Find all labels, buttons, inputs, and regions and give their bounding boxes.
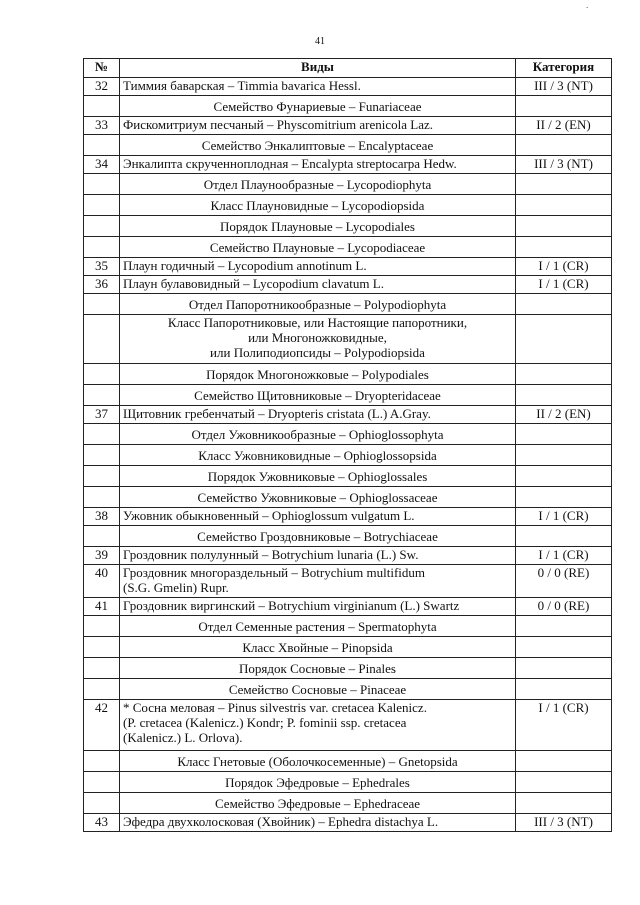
category-cell: 0 / 0 (RE) (516, 565, 612, 598)
name-line: Тиммия баварская – Timmia bavarica Hessl. (123, 78, 361, 93)
species-name (120, 406, 516, 424)
taxon-group-row (84, 237, 612, 258)
row-number: 43 (84, 814, 120, 832)
header-num: № (84, 59, 120, 78)
taxon-group-row (84, 487, 612, 508)
name-line: Отдел Плаунообразные – Lycopodiophyta (203, 176, 432, 192)
category-cell: I / 1 (CR) (516, 700, 612, 751)
row-number (84, 237, 120, 258)
species-row (84, 156, 612, 174)
taxon-group-row (84, 751, 612, 772)
row-number (84, 96, 120, 117)
taxon-group-name (120, 637, 516, 658)
taxon-group-name (120, 237, 516, 258)
row-number (84, 294, 120, 315)
name-line: Семейство Фунариевые – Funariaceae (213, 98, 422, 114)
taxon-group-row (84, 658, 612, 679)
name-line: Плаун булавовидный – Lycopodium clavatum L. (123, 276, 384, 291)
taxon-group-name (120, 364, 516, 385)
table-header-row (84, 59, 612, 78)
category-cell (516, 385, 612, 406)
name-line: Гроздовник многораздельный – Botrychium multifidum (123, 565, 425, 580)
species-row (84, 406, 612, 424)
name-line: Класс Плауновидные – Lycopodiopsida (210, 197, 425, 213)
species-row (84, 117, 612, 135)
name-line: Порядок Многоножковые – Polypodiales (206, 366, 429, 382)
taxon-group-row (84, 772, 612, 793)
species-row (84, 547, 612, 565)
category-cell (516, 751, 612, 772)
name-line: Ужовник обыкновенный – Ophioglossum vulgatum L. (123, 508, 415, 523)
name-line: Порядок Плауновые – Lycopodiales (220, 218, 415, 234)
taxon-group-name (120, 616, 516, 637)
taxon-group-name (120, 679, 516, 700)
name-continuation-line: (P. cretacea (Kalenicz.) Kondr; P. fominii ssp. cretacea (123, 715, 407, 730)
name-continuation-line: (S.G. Gmelin) Rupr. (123, 580, 229, 595)
species-row (84, 814, 612, 832)
category-cell (516, 195, 612, 216)
name-line: Гроздовник полулунный – Botrychium lunaria (L.) Sw. (123, 547, 419, 562)
row-number (84, 385, 120, 406)
category-cell (516, 424, 612, 445)
row-number: 34 (84, 156, 120, 174)
taxon-group-row (84, 466, 612, 487)
name-line: Порядок Ужовниковые – Ophioglossales (207, 468, 428, 484)
category-cell (516, 364, 612, 385)
category-cell: II / 2 (EN) (516, 117, 612, 135)
taxon-group-row (84, 135, 612, 156)
row-number (84, 216, 120, 237)
row-number (84, 679, 120, 700)
name-line: Семейство Гроздовниковые – Botrychiaceae (197, 528, 438, 544)
row-number (84, 195, 120, 216)
row-number: 37 (84, 406, 120, 424)
category-cell: I / 1 (CR) (516, 258, 612, 276)
taxon-group-name (120, 526, 516, 547)
category-cell (516, 526, 612, 547)
taxon-group-name (120, 294, 516, 315)
row-number (84, 487, 120, 508)
taxon-group-name (120, 751, 516, 772)
category-cell (516, 487, 612, 508)
row-number (84, 466, 120, 487)
taxon-group-name (120, 466, 516, 487)
taxon-group-row (84, 216, 612, 237)
taxon-group-name (120, 385, 516, 406)
species-row (84, 78, 612, 96)
page-number: 41 (315, 36, 325, 47)
taxon-group-row (84, 195, 612, 216)
name-line: Эфедра двухколосковая (Хвойник) – Ephedra distachya L. (123, 814, 439, 829)
taxon-group-name (120, 487, 516, 508)
row-number: 41 (84, 598, 120, 616)
name-continuation-line: (Kalenicz.) L. Orlova). (123, 730, 243, 745)
taxon-group-row (84, 364, 612, 385)
name-line: Класс Ужовниковидные – Ophioglossopsida (198, 447, 437, 463)
species-name (120, 565, 516, 598)
name-line: Гроздовник виргинский – Botrychium virginianum (L.) Swartz (123, 598, 460, 613)
row-number: 40 (84, 565, 120, 598)
row-number (84, 174, 120, 195)
category-cell (516, 174, 612, 195)
species-name (120, 276, 516, 294)
category-cell (516, 616, 612, 637)
species-name (120, 78, 516, 96)
taxon-group-name (120, 216, 516, 237)
category-cell: III / 3 (NT) (516, 78, 612, 96)
taxon-group-row (84, 616, 612, 637)
name-line: Семейство Щитовниковые – Dryopteridaceae (194, 387, 441, 403)
row-number: 36 (84, 276, 120, 294)
name-line: * Сосна меловая – Pinus silvestris var. cretacea Kalenicz. (123, 700, 427, 715)
category-cell: III / 3 (NT) (516, 156, 612, 174)
taxon-group-name (120, 658, 516, 679)
category-cell (516, 772, 612, 793)
taxon-group-name (120, 772, 516, 793)
taxon-group-row (84, 445, 612, 466)
taxon-group-row (84, 315, 612, 364)
name-continuation-line: или Многоножковидные, (248, 330, 387, 345)
category-cell (516, 445, 612, 466)
category-cell: I / 1 (CR) (516, 276, 612, 294)
taxon-group-row (84, 96, 612, 117)
species-name (120, 258, 516, 276)
name-line: Отдел Семенные растения – Spermatophyta (198, 618, 437, 634)
name-line: Отдел Ужовникообразные – Ophioglossophyta (191, 426, 444, 442)
header-species: Виды (120, 59, 516, 78)
row-number: 42 (84, 700, 120, 751)
taxon-group-row (84, 679, 612, 700)
taxon-group-name (120, 315, 516, 364)
species-row (84, 258, 612, 276)
species-name (120, 547, 516, 565)
name-line: Семейство Сосновые – Pinaceae (228, 681, 407, 697)
category-cell: III / 3 (NT) (516, 814, 612, 832)
taxon-group-row (84, 385, 612, 406)
row-number (84, 315, 120, 364)
species-name (120, 117, 516, 135)
row-number (84, 637, 120, 658)
row-number (84, 364, 120, 385)
category-cell (516, 135, 612, 156)
taxon-group-name (120, 445, 516, 466)
row-number (84, 424, 120, 445)
row-number (84, 526, 120, 547)
name-line: Отдел Папоротникообразные – Polypodiophyta (188, 296, 447, 312)
taxon-group-name (120, 195, 516, 216)
taxon-group-name (120, 174, 516, 195)
row-number (84, 135, 120, 156)
name-line: Класс Гнетовые (Оболочкосеменные) – Gnetopsida (177, 753, 458, 769)
name-line: Щитовник гребенчатый – Dryopteris cristata (L.) A.Gray. (123, 406, 431, 421)
row-number (84, 445, 120, 466)
taxon-group-name (120, 424, 516, 445)
category-cell: 0 / 0 (RE) (516, 598, 612, 616)
taxon-group-row (84, 174, 612, 195)
row-number: 38 (84, 508, 120, 526)
taxon-group-name (120, 96, 516, 117)
species-name (120, 814, 516, 832)
taxon-group-row (84, 294, 612, 315)
species-row (84, 276, 612, 294)
name-line: Класс Папоротниковые, или Настоящие папоротники, (167, 315, 468, 330)
row-number (84, 793, 120, 814)
name-continuation-line: или Полиподиопсиды – Polypodiopsida (210, 345, 425, 360)
name-line: Семейство Эфедровые – Ephedraceae (214, 795, 421, 811)
species-name (120, 508, 516, 526)
species-name (120, 156, 516, 174)
species-name (120, 598, 516, 616)
row-number (84, 616, 120, 637)
species-name (120, 700, 516, 751)
taxon-group-row (84, 793, 612, 814)
name-line: Плаун годичный – Lycopodium annotinum L. (123, 258, 367, 273)
name-line: Семейство Энкалиптовые – Encalyptaceae (201, 137, 434, 153)
name-line: Энкалипта скрученноплодная – Encalypta streptocarpa Hedw. (123, 156, 457, 171)
name-line: Семейство Плауновые – Lycopodiaceae (209, 239, 426, 255)
taxon-group-name (120, 135, 516, 156)
category-cell (516, 216, 612, 237)
category-cell: I / 1 (CR) (516, 508, 612, 526)
name-line: Семейство Ужовниковые – Ophioglossaceae (197, 489, 438, 505)
category-cell: II / 2 (EN) (516, 406, 612, 424)
category-cell (516, 237, 612, 258)
species-row (84, 700, 612, 751)
taxon-group-row (84, 424, 612, 445)
category-cell (516, 679, 612, 700)
species-row (84, 565, 612, 598)
name-line: Фискомитриум песчаный – Physcomitrium arenicola Laz. (123, 117, 434, 132)
row-number: 35 (84, 258, 120, 276)
name-line: Порядок Эфедровые – Ephedrales (225, 774, 410, 790)
taxon-group-row (84, 526, 612, 547)
header-category: Категория (516, 59, 612, 78)
category-cell: I / 1 (CR) (516, 547, 612, 565)
name-line: Класс Хвойные – Pinopsida (242, 639, 393, 655)
category-cell (516, 658, 612, 679)
category-cell (516, 294, 612, 315)
row-number (84, 751, 120, 772)
taxon-group-row (84, 637, 612, 658)
corner-mark: . (586, 0, 589, 10)
row-number: 39 (84, 547, 120, 565)
row-number (84, 772, 120, 793)
row-number (84, 658, 120, 679)
category-cell (516, 793, 612, 814)
species-row (84, 598, 612, 616)
category-cell (516, 315, 612, 364)
taxon-group-name (120, 793, 516, 814)
species-row (84, 508, 612, 526)
row-number: 33 (84, 117, 120, 135)
category-cell (516, 466, 612, 487)
row-number: 32 (84, 78, 120, 96)
category-cell (516, 96, 612, 117)
category-cell (516, 637, 612, 658)
name-line: Порядок Сосновые – Pinales (239, 660, 396, 676)
species-table (83, 58, 612, 832)
